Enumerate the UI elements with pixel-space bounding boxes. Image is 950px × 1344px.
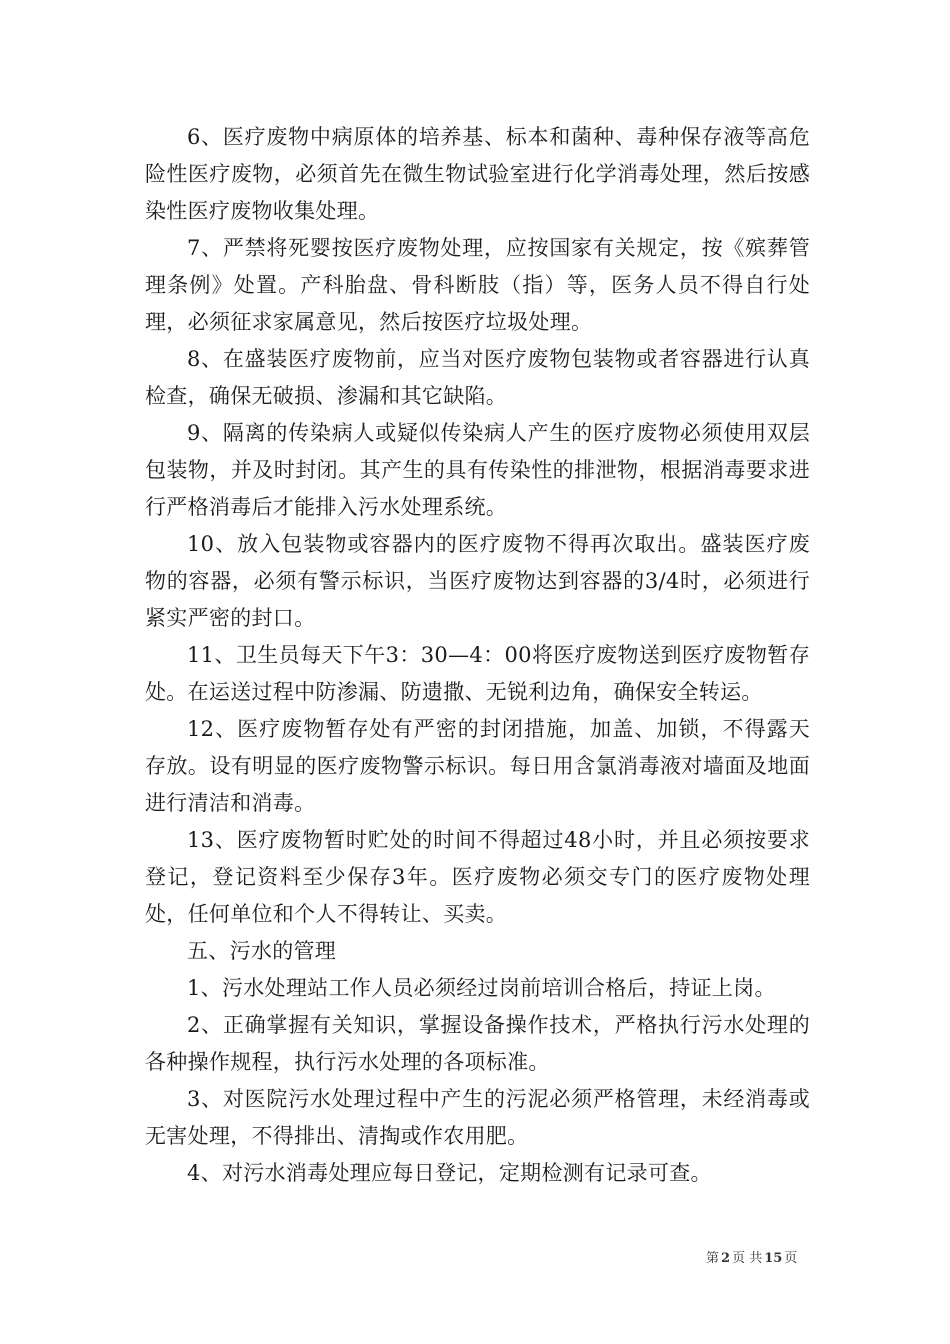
sewage-item-4: 4、对污水消毒处理应每日登记，定期检测有记录可查。 bbox=[187, 1161, 712, 1185]
paragraph-item-10: 10、放入包装物或容器内的医疗废物不得再次取出。盛装医疗废物的容器，必须有警示标识，当医疗废物达到容器的3/4时，必须进行紧实严密的封口。 bbox=[145, 532, 810, 630]
footer-prefix: 第 bbox=[706, 1251, 720, 1266]
page-footer bbox=[706, 1251, 797, 1267]
sewage-item-2: 2、正确掌握有关知识，掌握设备操作技术，严格执行污水处理的各种操作规程，执行污水处理的各项标准。 bbox=[145, 1013, 810, 1074]
paragraph-item-13: 13、医疗废物暂时贮处的时间不得超过48小时，并且必须按要求登记，登记资料至少保存3年。医疗废物必须交专门的医疗废物处理处，任何单位和个人不得转让、买卖。 bbox=[145, 828, 810, 926]
paragraph-item-12: 12、医疗废物暂存处有严密的封闭措施，加盖、加锁，不得露天存放。设有明显的医疗废物警示标识。每日用含氯消毒液对墙面及地面进行清洁和消毒。 bbox=[145, 717, 810, 815]
paragraph-item-6: 6、医疗废物中病原体的培养基、标本和菌种、毒种保存液等高危险性医疗废物，必须首先在微生物试验室进行化学消毒处理，然后按感染性医疗废物收集处理。 bbox=[145, 125, 810, 223]
paragraph-item-9: 9、隔离的传染病人或疑似传染病人产生的医疗废物必须使用双层包装物，并及时封闭。其产生的具有传染性的排泄物，根据消毒要求进行严格消毒后才能排入污水处理系统。 bbox=[145, 421, 810, 519]
total-pages-number: 15 bbox=[764, 1251, 783, 1266]
sewage-item-1: 1、污水处理站工作人员必须经过岗前培训合格后，持证上岗。 bbox=[187, 976, 776, 1000]
paragraph-item-7: 7、严禁将死婴按医疗废物处理，应按国家有关规定，按《殡葬管理条例》处置。产科胎盘、骨科断肢（指）等，医务人员不得自行处理，必须征求家属意见，然后按医疗垃圾处理。 bbox=[145, 236, 810, 334]
paragraph-item-11: 11、卫生员每天下午3：30—4：00将医疗废物送到医疗废物暂存处。在运送过程中防渗漏、防遗撒、无锐利边角，确保安全转运。 bbox=[145, 643, 810, 704]
document-body bbox=[145, 119, 810, 1192]
current-page-number: 2 bbox=[721, 1251, 731, 1266]
footer-middle: 页 共 bbox=[732, 1251, 763, 1266]
sewage-item-3: 3、对医院污水处理过程中产生的污泥必须严格管理，未经消毒或无害处理，不得排出、清掏或作农用肥。 bbox=[145, 1087, 810, 1148]
footer-suffix: 页 bbox=[784, 1251, 798, 1266]
section-heading-sewage: 五、污水的管理 bbox=[187, 939, 337, 963]
paragraph-item-8: 8、在盛装医疗废物前，应当对医疗废物包装物或者容器进行认真检查，确保无破损、渗漏和其它缺陷。 bbox=[145, 347, 810, 408]
